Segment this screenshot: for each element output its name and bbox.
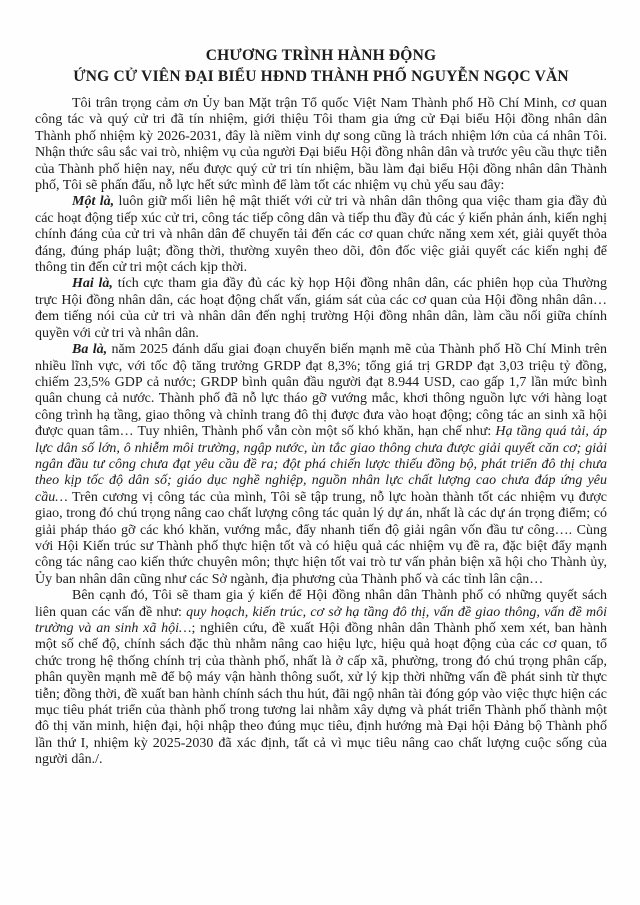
paragraph-intro — [35, 96, 607, 194]
document-title-line2: ỨNG CỬ VIÊN ĐẠI BIỂU HĐND THÀNH PHỐ NGUYỄN NGỌC VĂN — [73, 68, 569, 85]
text-run: luôn giữ mối liên hệ mật thiết với cử tri và nhân dân thông qua việc tham gia đầy đủ các hoạt động tiếp xúc cử tri, công tác tiếp công dân và tiếp thu đầy đủ các ý kiến phản ánh, kiến nghị chính đáng của cử tri và nhân dân để chuyển tải đến các cơ quan chức năng xem xét, giải quyết thỏa đáng, đúng pháp luật; đồng thời, thường xuyên theo dõi, đôn đốc việc giải quyết các kiến nghị để thông tin đến cử tri một cách kịp thời. — [35, 194, 608, 276]
text-run: Tôi trân trọng cảm ơn Ủy ban Mặt trận Tổ quốc Việt Nam Thành phố Hồ Chí Minh, cơ quan công tác và quý cử tri đã tín nhiệm, giới thiệu Tôi tham gia ứng cử Đại biểu Hội đồng nhân dân Thành phố nhiệm kỳ 2026-2031, đây là niềm vinh dự song cũng là trách nhiệm lớn của cá nhân Tôi. Nhận thức sâu sắc vai trò, nhiệm vụ của người Đại biểu Hội đồng nhân dân và trước yêu cầu thực tiễn của Thành phố hiện nay, nếu được quý cử tri tín nhiệm, bầu làm đại biểu Hội đồng nhân dân Thành phố, Tôi sẽ phấn đấu, nỗ lực hết sức mình để làm tốt các nhiệm vụ chủ yếu sau đây: — [35, 96, 607, 194]
italic-run: quy hoạch, kiến trúc, cơ sở hạ tầng đô thị, vấn đề giao thông, vấn đề môi trường và an sinh xã hội… — [35, 604, 607, 636]
italic-run: Hạ tầng quá tải, áp lực dân số lớn, ô nhiễm môi trường, ngập nước, ùn tắc giao thông chưa được giải quyết căn cơ; giải ngân đầu tư công chưa đạt yêu cầu đề ra; đột phá chiến lược thiếu đồng bộ, phát triển đô thị chưa theo kịp tốc độ dân số; giáo dục nghề nghiệp, nguồn nhân lực chất lượng cao chưa đáp ứng yêu cầu… — [35, 424, 608, 505]
text-run: năm 2025 đánh dấu giai đoạn chuyển biến mạnh mẽ của Thành phố Hồ Chí Minh trên nhiều lĩnh vực, với tốc độ tăng trưởng GRDP đạt 8,3%; tổng giá trị GRDP đạt 3,03 triệu tỷ đồng, chiếm 23,5% GDP cả nước; GRDP bình quân đầu người đạt 8.944 USD, cao gấp 1,7 lần mức bình quân chung cả nước. Thành phố đã nỗ lực tháo gỡ vướng mắc, khơi thông nguồn lực với hàng loạt công trình hạ tầng, giao thông và chỉnh trang đô thị được đưa vào hoạt động; công tác an sinh xã hội được quan tâm… Tuy nhiên, Thành phố vẫn còn một số khó khăn, hạn chế như: — [35, 342, 608, 440]
paragraph-hai-la — [35, 276, 607, 342]
lead-in-run: Hai là, — [72, 276, 113, 292]
document-title-line1: CHƯƠNG TRÌNH HÀNH ĐỘNG — [205, 47, 437, 64]
text-run: tích cực tham gia đầy đủ các kỳ họp Hội đồng nhân dân, các phiên họp của Thường trực Hội đồng nhân dân, các hoạt động chất vấn, giám sát của các cơ quan của Hội đồng nhân dân…đem tiếng nói của cử tri và nhân dân đến nghị trường Hội đồng nhân dân, làm cầu nối giữa chính quyền với cử tri và nhân dân. — [35, 276, 607, 341]
paragraph-mot-la — [35, 194, 607, 276]
paragraph-ben-canh-do — [35, 588, 607, 768]
lead-in-run: Ba là, — [72, 342, 108, 358]
document-title-block — [35, 45, 607, 87]
paragraph-ba-la — [35, 342, 607, 588]
text-run: ; nghiên cứu, đề xuất Hội đồng nhân dân Thành phố xem xét, ban hành một số chế độ, chính sách đặc thù nhằm nâng cao hiệu lực, hiệu quả hoạt động của các cơ quan, tổ chức trong hệ thống chính trị của thành phố, nhất là ở cấp xã, phường, trong đó chú trọng phân cấp, phân quyền mạnh mẽ để bộ máy vận hành thông suốt, xử lý kịp thời những vấn đề phát sinh từ thực tiễn; đồng thời, đề xuất ban hành chính sách thu hút, đãi ngộ nhân tài đóng góp vào việc thực hiện các mục tiêu phát triển của thành phố trong tương lai nhằm xây dựng và phát triển Thành phố thành một đô thị văn minh, hiện đại, hội nhập theo đúng mục tiêu, định hướng mà Đại hội Đảng bộ Thành phố lần thứ I, nhiệm kỳ 2025-2030 đã xác định, tất cả vì mục tiêu nâng cao chất lượng cuộc sống của người dân./. — [35, 621, 607, 768]
lead-in-run: Một là, — [72, 194, 115, 210]
text-run: Trên cương vị công tác của mình, Tôi sẽ tập trung, nỗ lực hoàn thành tốt các nhiệm vụ được giao, trong đó chú trọng nâng cao chất lượng công tác quản lý dự án, nhất là các dự án trọng điểm; có giải pháp tháo gỡ các khó khăn, vướng mắc, đẩy nhanh tiến độ giải ngân vốn đầu tư công…. Cùng với Hội Kiến trúc sư Thành phố thực hiện tốt và có hiệu quả các nhiệm vụ đề ra, đặc biệt đẩy mạnh công tác nâng cao kiến thức chuyên môn; thực hiện tốt vai trò tư vấn phản biện xã hội cho Thành ủy, Ủy ban nhân dân cũng như các Sở ngành, địa phương của Thành phố và các tỉnh lân cận… — [35, 489, 607, 587]
text-run: Bên cạnh đó, Tôi sẽ tham gia ý kiến để Hội đồng nhân dân Thành phố có những quyết sách liên quan các vấn đề như: — [35, 588, 607, 620]
document-body — [35, 96, 607, 769]
